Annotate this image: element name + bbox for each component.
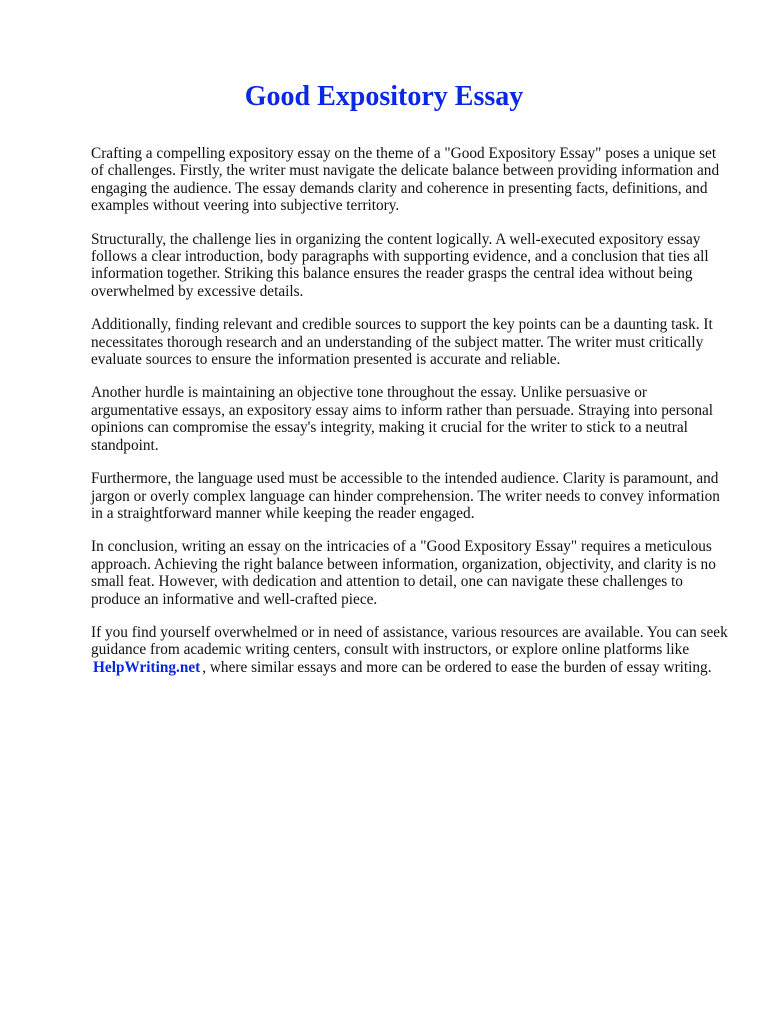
paragraph-conclusion: In conclusion, writing an essay on the intricacies of a "Good Expository Essay" requires a meticulous approach. Achieving the right balance between information, organization, objectivity, and clarity is no small feat. However, with dedication and attention to detail, one can navigate these challenges to produce an informative and well-crafted piece. [91, 538, 716, 608]
resources-text-before-link: If you find yourself overwhelmed or in need of assistance, various resources are available. You can seek guidance from academic writing centers, consult with instructors, or explore online platforms like [91, 623, 728, 659]
helpwriting-link[interactable]: HelpWriting.net [93, 658, 201, 676]
paragraph-resources [91, 624, 731, 676]
document-title: Good Expository Essay [244, 81, 524, 112]
paragraph-intro: Crafting a compelling expository essay on the theme of a "Good Expository Essay" poses a unique set of challenges. Firstly, the writer must navigate the delicate balance between providing information and engaging the audience. The essay demands clarity and coherence in presenting facts, definitions, and examples without veering into subjective territory. [91, 145, 720, 215]
paragraph-tone: Another hurdle is maintaining an objective tone throughout the essay. Unlike persuasive or argumentative essays, an expository essay aims to inform rather than persuade. Straying into personal opinions can compromise the essay's integrity, making it crucial for the writer to stick to a neutral standpoint. [91, 384, 714, 454]
paragraph-structure: Structurally, the challenge lies in organizing the content logically. A well-executed expository essay follows a clear introduction, body paragraphs with supporting evidence, and a conclusion that ties all information together. Striking this balance ensures the reader grasps the central idea without being overwhelmed by excessive details. [91, 230, 709, 300]
paragraph-sources: Additionally, finding relevant and credible sources to support the key points can be a daunting task. It necessitates thorough research and an understanding of the subject matter. The writer must critically evaluate sources to ensure the information presented is accurate and reliable. [91, 316, 713, 369]
document-body [91, 145, 731, 692]
resources-text-after-link: , where similar essays and more can be ordered to ease the burden of essay writing. [202, 658, 712, 676]
paragraph-language: Furthermore, the language used must be accessible to the intended audience. Clarity is paramount, and jargon or overly complex language can hinder comprehension. The writer needs to convey information in a straightforward manner while keeping the reader engaged. [91, 470, 720, 522]
